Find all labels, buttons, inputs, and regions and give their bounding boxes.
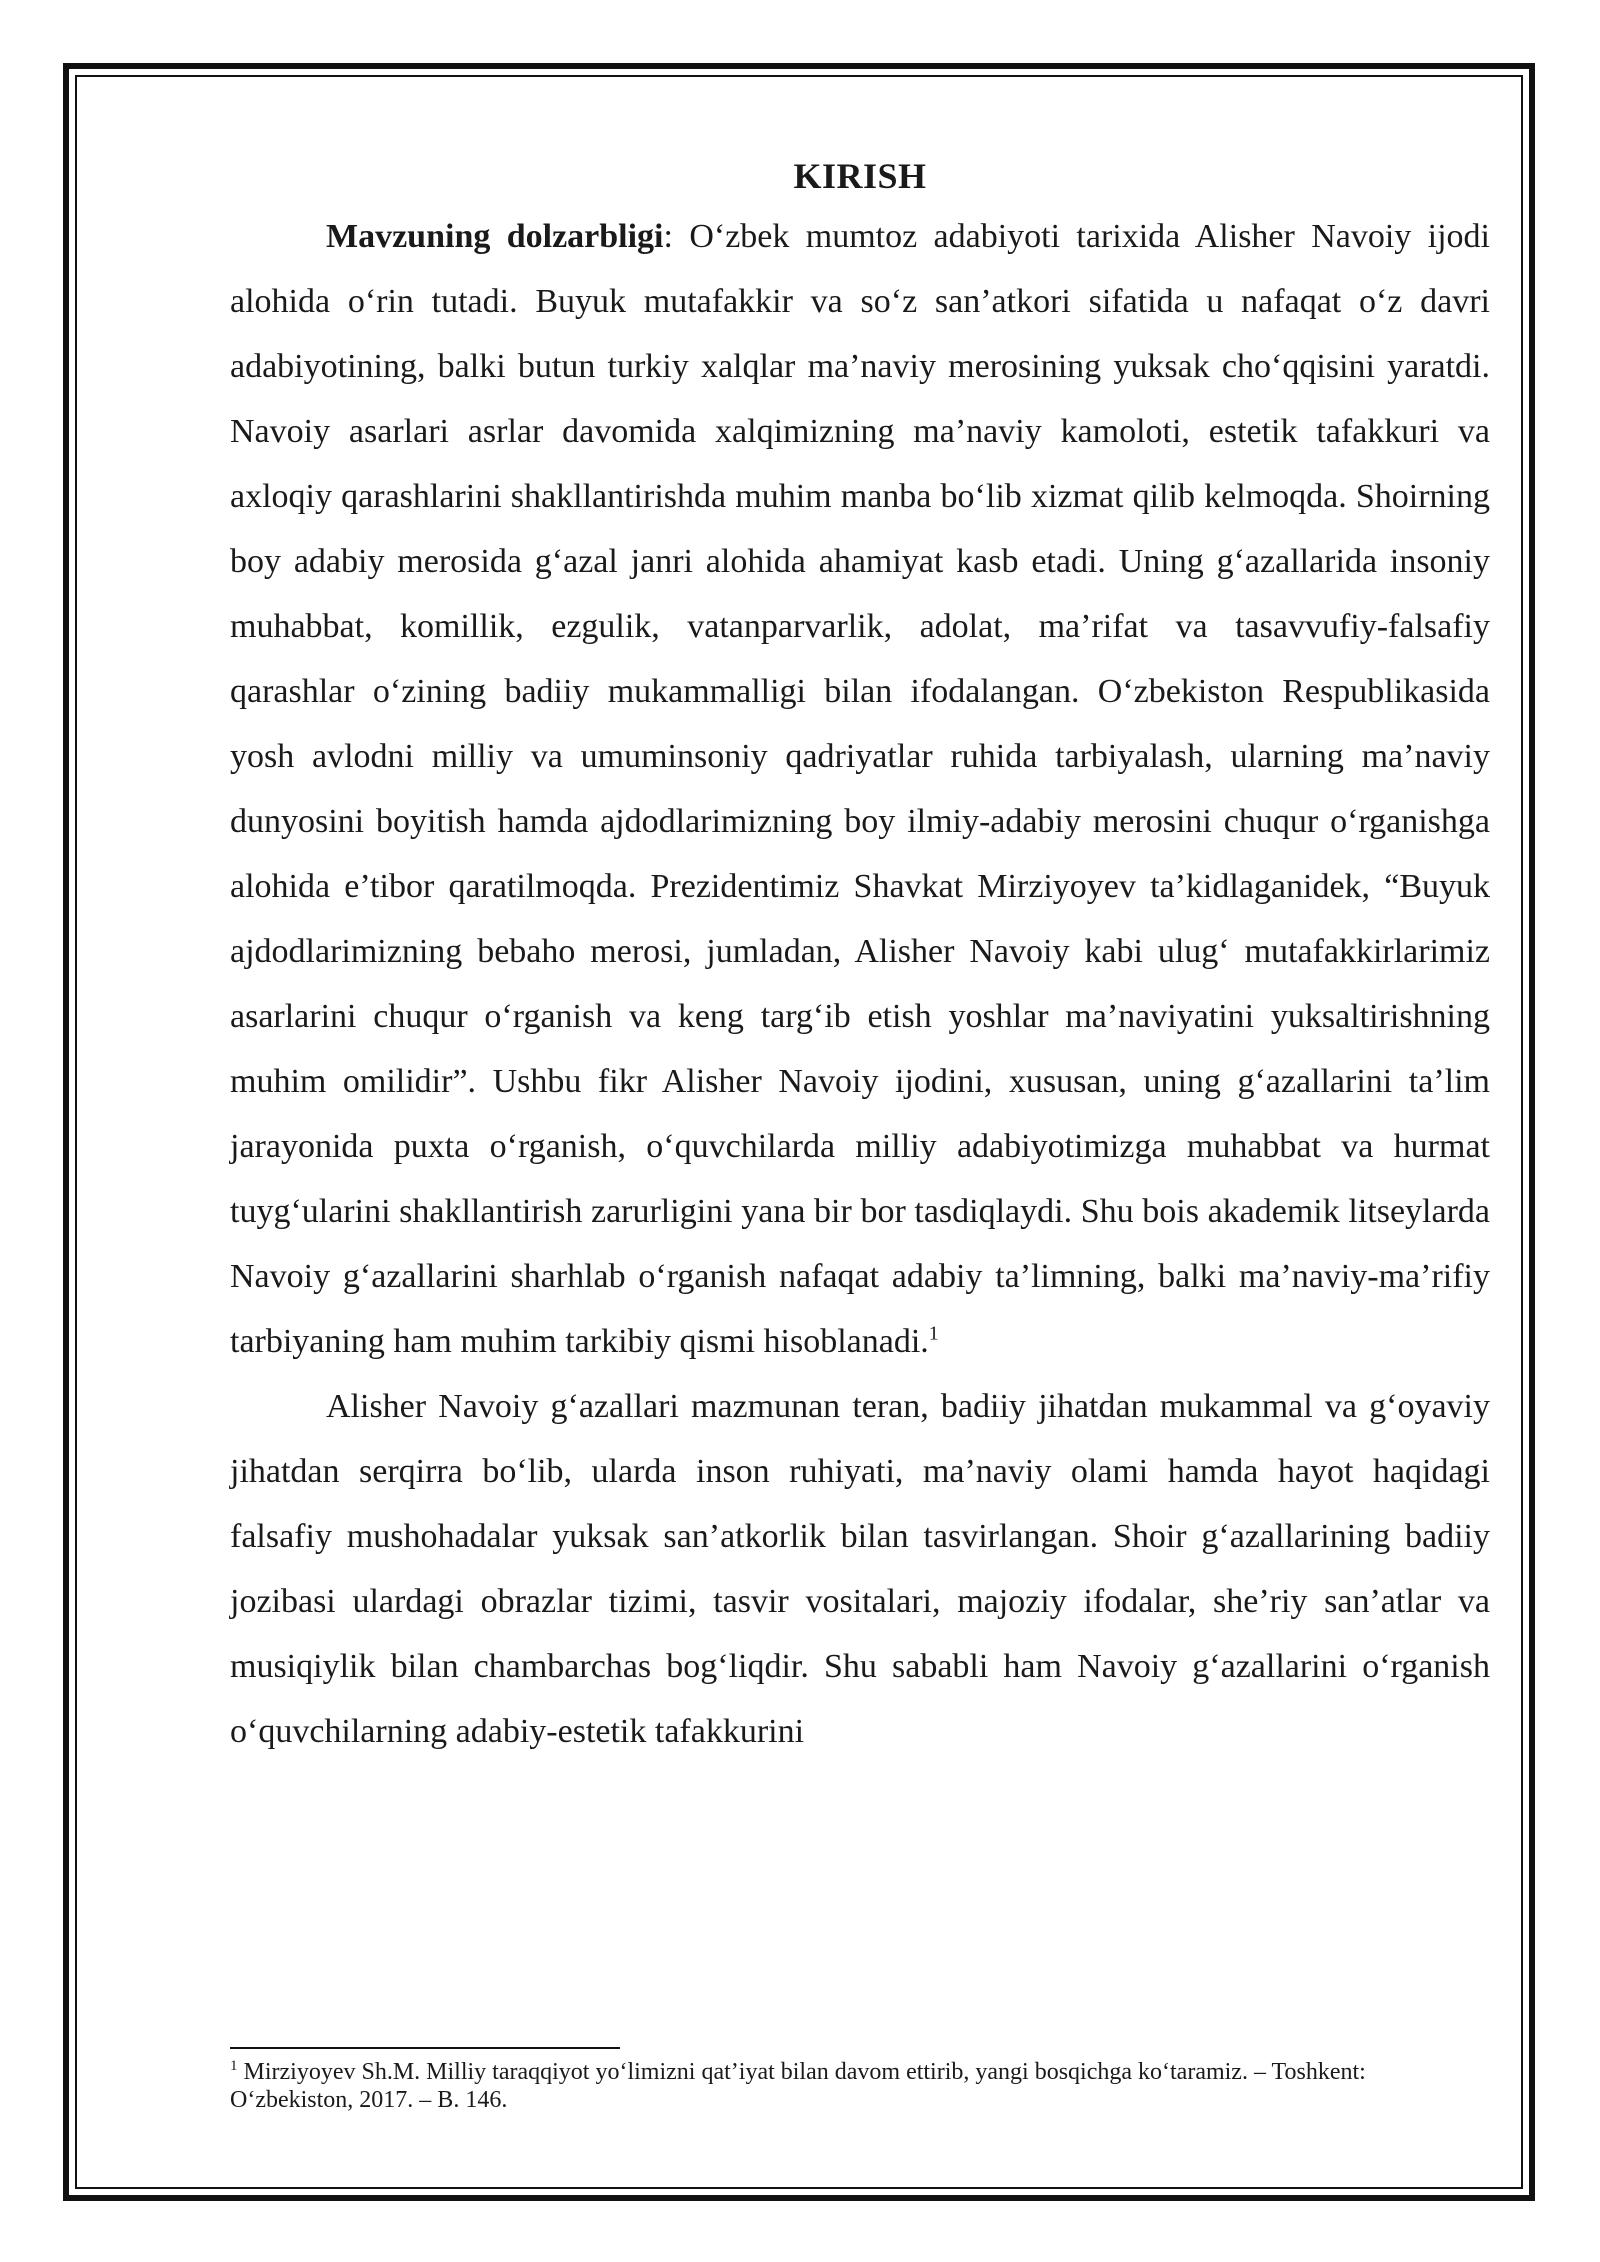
relevance-lead: Mavzuning dolzarbligi (326, 218, 664, 255)
footnote-separator (230, 2047, 620, 2049)
section-heading: KIRISH (793, 156, 927, 196)
page-body (230, 148, 1490, 1764)
footnote (230, 2058, 1430, 2114)
footnote-marker: 1 (230, 2058, 238, 2074)
footnote-text: Mirziyoyev Sh.M. Milliy taraqqiyot yo‘limizni qat’iyat bilan davom ettirib, yangi bosqichga ko‘taramiz. – Toshkent: O‘zbekiston, 2017. – B. 146. (230, 2059, 1366, 2113)
paragraph-ghazals: Alisher Navoiy g‘azallari mazmunan teran, badiiy jihatdan mukammal va g‘oyaviy jihatdan serqirra bo‘lib, ularda inson ruhiyati, ma’naviy olami hamda hayot haqidagi falsafiy mushohadalar yuksak san’atkorlik bilan tasvirlangan. Shoir g‘azallarining badiiy jozibasi ulardagi obrazlar tizimi, tasvir vositalari, majoziy ifodalar, she’riy san’atlar va musiqiylik bilan chambarchas bog‘liqdir. Shu sababli ham Navoiy g‘azallarini o‘rganish o‘quvchilarning adabiy-estetik tafakkurini (230, 1388, 1490, 1750)
footnote-reference[interactable]: 1 (928, 1322, 939, 1345)
paragraph-relevance (230, 204, 1490, 1374)
relevance-text: : O‘zbek mumtoz adabiyoti tarixida Alisher Navoiy ijodi alohida o‘rin tutadi. Buyuk mutafakkir va so‘z san’atkori sifatida u nafaqat o‘z davri adabiyotining, balki butun turkiy xalqlar ma’naviy merosining yuksak cho‘qqisini yaratdi. Navoiy asarlari asrlar davomida xalqimizning ma’naviy kamoloti, estetik tafakkuri va axloqiy qarashlarini shakllantirishda muhim manba bo‘lib xizmat qilib kelmoqda. Shoirning boy adabiy merosida g‘azal janri alohida ahamiyat kasb etadi. Uning g‘azallarida insoniy muhabbat, komillik, ezgulik, vatanparvarlik, adolat, ma’rifat va tasavvufiy-falsafiy qarashlar o‘zining badiiy mukammalligi bilan ifodalangan. O‘zbekiston Respublikasida yosh avlodni milliy va umuminsoniy qadriyatlar ruhida tarbiyalash, ularning ma’naviy dunyosini boyitish hamda ajdodlarimizning boy ilmiy-adabiy merosini chuqur o‘rganishga alohida e’tibor qaratilmoqda. Prezidentimiz Shavkat Mirziyoyev ta’kidlaganidek, “Buyuk ajdodlarimizning bebaho merosi, jumladan, Alisher Navoiy kabi ulug‘ mutafakkirlarimiz asarlarini chuqur o‘rganish va keng targ‘ib etish yoshlar ma’naviyatini yuksaltirishning muhim omilidir”. Ushbu fikr Alisher Navoiy ijodini, xususan, uning g‘azallarini ta’lim jarayonida puxta o‘rganish, o‘quvchilarda milliy adabiyotimizga muhabbat va hurmat tuyg‘ularini shakllantirish zarurligini yana bir bor tasdiqlaydi. Shu bois akademik litseylarda Navoiy g‘azallarini sharhlab o‘rganish nafaqat adabiy ta’limning, balki ma’naviy-ma’rifiy tarbiyaning ham muhim tarkibiy qismi hisoblanadi. (230, 218, 1490, 1360)
